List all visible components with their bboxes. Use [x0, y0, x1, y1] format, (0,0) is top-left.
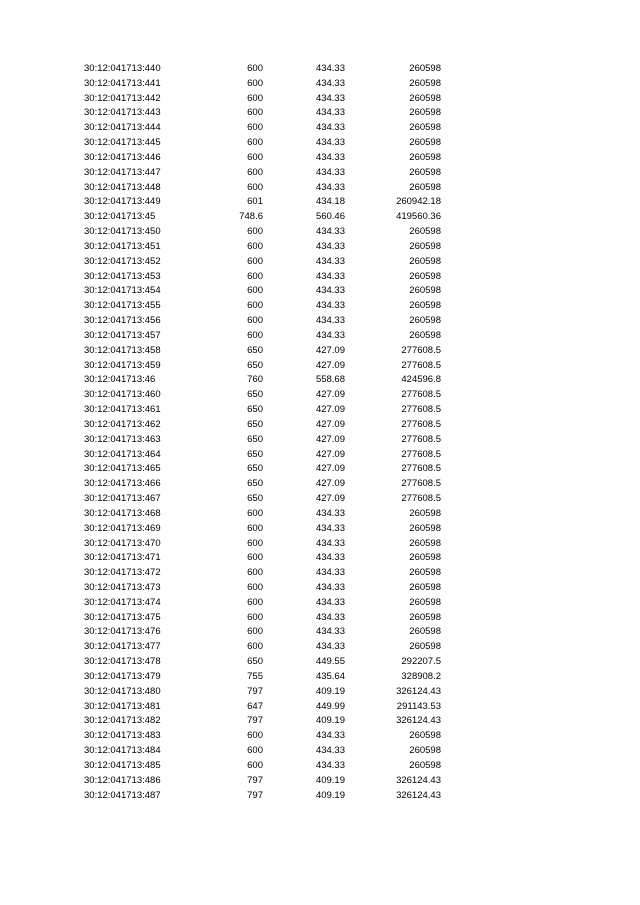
value-cell: 260598 [409, 285, 441, 297]
table-row [0, 151, 640, 166]
rate-cell: 434.33 [315, 522, 345, 534]
cadastral-number-cell: 30:12:041713:447 [84, 166, 161, 178]
rate-cell: 434.33 [315, 166, 345, 178]
cadastral-number-cell: 30:12:041713:455 [84, 300, 161, 312]
table-row [0, 685, 640, 700]
area-cell: 600 [247, 300, 263, 312]
value-cell: 260598 [409, 151, 441, 163]
table-row [0, 314, 640, 329]
area-cell: 797 [247, 685, 263, 697]
area-cell: 600 [247, 507, 263, 519]
cadastral-number-cell: 30:12:041713:445 [84, 137, 161, 149]
rate-cell: 434.33 [315, 300, 345, 312]
rate-cell: 409.19 [315, 715, 345, 727]
table-row [0, 225, 640, 240]
table-row [0, 403, 640, 418]
table-row [0, 166, 640, 181]
table-row [0, 388, 640, 403]
table-row [0, 581, 640, 596]
cadastral-number-cell: 30:12:041713:456 [84, 315, 161, 327]
table-row [0, 329, 640, 344]
area-cell: 797 [247, 789, 263, 801]
table-row [0, 284, 640, 299]
cadastral-number-cell: 30:12:041713:46 [84, 374, 156, 386]
cadastral-number-cell: 30:12:041713:452 [84, 255, 161, 267]
table-row [0, 522, 640, 537]
rate-cell: 434.33 [315, 552, 345, 564]
area-cell: 755 [247, 670, 263, 682]
table-row [0, 789, 640, 804]
table-row [0, 255, 640, 270]
rate-cell: 558.68 [315, 374, 345, 386]
cadastral-number-cell: 30:12:041713:485 [84, 759, 161, 771]
value-cell: 260598 [409, 745, 441, 757]
cadastral-number-cell: 30:12:041713:459 [84, 359, 161, 371]
value-cell: 424596.8 [401, 374, 441, 386]
cadastral-number-cell: 30:12:041713:477 [84, 641, 161, 653]
rate-cell: 434.33 [315, 270, 345, 282]
table-row [0, 670, 640, 685]
cadastral-number-cell: 30:12:041713:476 [84, 626, 161, 638]
cadastral-number-cell: 30:12:041713:457 [84, 329, 161, 341]
table-row [0, 566, 640, 581]
area-cell: 600 [247, 166, 263, 178]
cadastral-number-cell: 30:12:041713:473 [84, 581, 161, 593]
rate-cell: 434.33 [315, 255, 345, 267]
cadastral-number-cell: 30:12:041713:467 [84, 493, 161, 505]
cadastral-number-cell: 30:12:041713:470 [84, 537, 161, 549]
area-cell: 600 [247, 151, 263, 163]
value-cell: 260598 [409, 522, 441, 534]
value-cell: 292207.5 [401, 656, 441, 668]
rate-cell: 434.33 [315, 285, 345, 297]
cadastral-number-cell: 30:12:041713:472 [84, 567, 161, 579]
value-cell: 277608.5 [401, 493, 441, 505]
value-cell: 326124.43 [396, 715, 441, 727]
rate-cell: 434.33 [315, 329, 345, 341]
area-cell: 600 [247, 552, 263, 564]
rate-cell: 427.09 [315, 448, 345, 460]
area-cell: 600 [247, 567, 263, 579]
cadastral-number-cell: 30:12:041713:444 [84, 122, 161, 134]
rate-cell: 427.09 [315, 418, 345, 430]
value-cell: 260598 [409, 581, 441, 593]
table-row [0, 655, 640, 670]
rate-cell: 434.33 [315, 240, 345, 252]
table-row [0, 121, 640, 136]
cadastral-number-cell: 30:12:041713:446 [84, 151, 161, 163]
rate-cell: 434.33 [315, 77, 345, 89]
rate-cell: 427.09 [315, 404, 345, 416]
value-cell: 277608.5 [401, 418, 441, 430]
table-row [0, 744, 640, 759]
value-cell: 277608.5 [401, 389, 441, 401]
cadastral-number-cell: 30:12:041713:464 [84, 448, 161, 460]
table-row [0, 373, 640, 388]
rate-cell: 434.33 [315, 730, 345, 742]
value-cell: 260598 [409, 240, 441, 252]
area-cell: 600 [247, 596, 263, 608]
value-cell: 277608.5 [401, 478, 441, 490]
value-cell: 277608.5 [401, 463, 441, 475]
rate-cell: 434.33 [315, 63, 345, 74]
rate-cell: 427.09 [315, 493, 345, 505]
rate-cell: 427.09 [315, 463, 345, 475]
value-cell: 277608.5 [401, 448, 441, 460]
area-cell: 600 [247, 581, 263, 593]
rate-cell: 434.33 [315, 611, 345, 623]
table-row [0, 759, 640, 774]
cadastral-number-cell: 30:12:041713:478 [84, 656, 161, 668]
cadastral-number-cell: 30:12:041713:483 [84, 730, 161, 742]
cadastral-number-cell: 30:12:041713:440 [84, 63, 161, 74]
area-cell: 600 [247, 181, 263, 193]
table-row [0, 299, 640, 314]
rate-cell: 434.33 [315, 745, 345, 757]
cadastral-number-cell: 30:12:041713:450 [84, 226, 161, 238]
rate-cell: 434.33 [315, 567, 345, 579]
value-cell: 260598 [409, 567, 441, 579]
rate-cell: 434.33 [315, 507, 345, 519]
value-cell: 277608.5 [401, 344, 441, 356]
table-row [0, 714, 640, 729]
cadastral-number-cell: 30:12:041713:453 [84, 270, 161, 282]
area-cell: 600 [247, 329, 263, 341]
area-cell: 650 [247, 463, 263, 475]
table-row [0, 551, 640, 566]
area-cell: 600 [247, 759, 263, 771]
rate-cell: 435.64 [315, 670, 345, 682]
value-cell: 326124.43 [396, 789, 441, 801]
rate-cell: 434.18 [315, 196, 345, 208]
table-row [0, 492, 640, 507]
cadastral-number-cell: 30:12:041713:454 [84, 285, 161, 297]
rate-cell: 434.33 [315, 122, 345, 134]
value-cell: 260598 [409, 166, 441, 178]
area-cell: 600 [247, 522, 263, 534]
cadastral-number-cell: 30:12:041713:449 [84, 196, 161, 208]
rate-cell: 434.33 [315, 92, 345, 104]
value-cell: 277608.5 [401, 404, 441, 416]
value-cell: 260598 [409, 759, 441, 771]
area-cell: 600 [247, 537, 263, 549]
value-cell: 260598 [409, 596, 441, 608]
table-row [0, 462, 640, 477]
area-cell: 600 [247, 641, 263, 653]
cadastral-number-cell: 30:12:041713:441 [84, 77, 161, 89]
area-cell: 600 [247, 240, 263, 252]
value-cell: 260598 [409, 226, 441, 238]
cadastral-number-cell: 30:12:041713:471 [84, 552, 161, 564]
rate-cell: 434.33 [315, 596, 345, 608]
area-cell: 647 [247, 700, 263, 712]
table-row [0, 344, 640, 359]
value-cell: 260598 [409, 552, 441, 564]
rate-cell: 409.19 [315, 789, 345, 801]
area-cell: 600 [247, 226, 263, 238]
rate-cell: 427.09 [315, 433, 345, 445]
value-cell: 260598 [409, 270, 441, 282]
rate-cell: 434.33 [315, 641, 345, 653]
table-row [0, 477, 640, 492]
area-cell: 600 [247, 107, 263, 119]
value-cell: 260598 [409, 137, 441, 149]
rate-cell: 434.33 [315, 581, 345, 593]
cadastral-number-cell: 30:12:041713:469 [84, 522, 161, 534]
area-cell: 650 [247, 404, 263, 416]
rate-cell: 427.09 [315, 389, 345, 401]
value-cell: 277608.5 [401, 359, 441, 371]
table-row [0, 774, 640, 789]
area-cell: 600 [247, 285, 263, 297]
table-row [0, 433, 640, 448]
area-cell: 650 [247, 433, 263, 445]
area-cell: 600 [247, 63, 263, 74]
rate-cell: 449.99 [315, 700, 345, 712]
rate-cell: 409.19 [315, 774, 345, 786]
value-cell: 260598 [409, 107, 441, 119]
cadastral-number-cell: 30:12:041713:487 [84, 789, 161, 801]
cadastral-number-cell: 30:12:041713:465 [84, 463, 161, 475]
rate-cell: 434.33 [315, 759, 345, 771]
rate-cell: 434.33 [315, 226, 345, 238]
cadastral-number-cell: 30:12:041713:463 [84, 433, 161, 445]
table-row [0, 448, 640, 463]
cadastral-number-cell: 30:12:041713:451 [84, 240, 161, 252]
cadastral-number-cell: 30:12:041713:460 [84, 389, 161, 401]
area-cell: 600 [247, 77, 263, 89]
cadastral-number-cell: 30:12:041713:466 [84, 478, 161, 490]
area-cell: 600 [247, 745, 263, 757]
area-cell: 650 [247, 478, 263, 490]
cadastral-number-cell: 30:12:041713:475 [84, 611, 161, 623]
table-row [0, 596, 640, 611]
area-cell: 650 [247, 359, 263, 371]
cadastral-number-cell: 30:12:041713:45 [84, 211, 156, 223]
cadastral-number-cell: 30:12:041713:468 [84, 507, 161, 519]
value-cell: 260598 [409, 255, 441, 267]
area-cell: 601 [247, 196, 263, 208]
area-cell: 600 [247, 626, 263, 638]
area-cell: 650 [247, 418, 263, 430]
cadastral-number-cell: 30:12:041713:484 [84, 745, 161, 757]
rate-cell: 434.33 [315, 537, 345, 549]
table-row [0, 729, 640, 744]
rate-cell: 434.33 [315, 137, 345, 149]
table-row [0, 507, 640, 522]
table-row [0, 625, 640, 640]
value-cell: 260598 [409, 315, 441, 327]
table-row [0, 136, 640, 151]
value-cell: 326124.43 [396, 685, 441, 697]
table-row [0, 92, 640, 107]
area-cell: 748.6 [239, 211, 263, 223]
table-row [0, 181, 640, 196]
table-row [0, 106, 640, 121]
value-cell: 260942.18 [396, 196, 441, 208]
data-table [0, 62, 640, 803]
table-row [0, 700, 640, 715]
cadastral-number-cell: 30:12:041713:442 [84, 92, 161, 104]
cadastral-number-cell: 30:12:041713:486 [84, 774, 161, 786]
value-cell: 260598 [409, 507, 441, 519]
table-row [0, 418, 640, 433]
value-cell: 260598 [409, 63, 441, 74]
value-cell: 328908.2 [401, 670, 441, 682]
rate-cell: 409.19 [315, 685, 345, 697]
rate-cell: 560.46 [315, 211, 345, 223]
cadastral-number-cell: 30:12:041713:474 [84, 596, 161, 608]
cadastral-number-cell: 30:12:041713:462 [84, 418, 161, 430]
rate-cell: 434.33 [315, 315, 345, 327]
cadastral-number-cell: 30:12:041713:480 [84, 685, 161, 697]
value-cell: 260598 [409, 537, 441, 549]
value-cell: 260598 [409, 122, 441, 134]
area-cell: 600 [247, 137, 263, 149]
area-cell: 760 [247, 374, 263, 386]
rate-cell: 434.33 [315, 107, 345, 119]
rate-cell: 427.09 [315, 478, 345, 490]
cadastral-number-cell: 30:12:041713:448 [84, 181, 161, 193]
value-cell: 260598 [409, 329, 441, 341]
area-cell: 650 [247, 344, 263, 356]
area-cell: 600 [247, 270, 263, 282]
table-row [0, 195, 640, 210]
table-row [0, 240, 640, 255]
value-cell: 326124.43 [396, 774, 441, 786]
rate-cell: 449.55 [315, 656, 345, 668]
rate-cell: 427.09 [315, 344, 345, 356]
table-row [0, 210, 640, 225]
area-cell: 650 [247, 448, 263, 460]
area-cell: 650 [247, 656, 263, 668]
area-cell: 797 [247, 715, 263, 727]
area-cell: 650 [247, 389, 263, 401]
value-cell: 260598 [409, 300, 441, 312]
value-cell: 291143.53 [396, 700, 441, 712]
cadastral-number-cell: 30:12:041713:443 [84, 107, 161, 119]
cadastral-number-cell: 30:12:041713:458 [84, 344, 161, 356]
area-cell: 797 [247, 774, 263, 786]
value-cell: 260598 [409, 626, 441, 638]
table-row [0, 640, 640, 655]
rate-cell: 434.33 [315, 181, 345, 193]
table-row [0, 62, 640, 77]
table-row [0, 537, 640, 552]
value-cell: 260598 [409, 92, 441, 104]
area-cell: 650 [247, 493, 263, 505]
rate-cell: 434.33 [315, 626, 345, 638]
area-cell: 600 [247, 122, 263, 134]
cadastral-number-cell: 30:12:041713:481 [84, 700, 161, 712]
value-cell: 260598 [409, 181, 441, 193]
cadastral-number-cell: 30:12:041713:482 [84, 715, 161, 727]
value-cell: 260598 [409, 77, 441, 89]
value-cell: 277608.5 [401, 433, 441, 445]
area-cell: 600 [247, 611, 263, 623]
value-cell: 260598 [409, 730, 441, 742]
area-cell: 600 [247, 255, 263, 267]
table-row [0, 77, 640, 92]
table-row [0, 611, 640, 626]
area-cell: 600 [247, 315, 263, 327]
value-cell: 260598 [409, 641, 441, 653]
cadastral-number-cell: 30:12:041713:479 [84, 670, 161, 682]
rate-cell: 434.33 [315, 151, 345, 163]
value-cell: 260598 [409, 611, 441, 623]
area-cell: 600 [247, 92, 263, 104]
value-cell: 419560.36 [396, 211, 441, 223]
cadastral-number-cell: 30:12:041713:461 [84, 404, 161, 416]
table-row [0, 270, 640, 285]
table-row [0, 359, 640, 374]
rate-cell: 427.09 [315, 359, 345, 371]
area-cell: 600 [247, 730, 263, 742]
